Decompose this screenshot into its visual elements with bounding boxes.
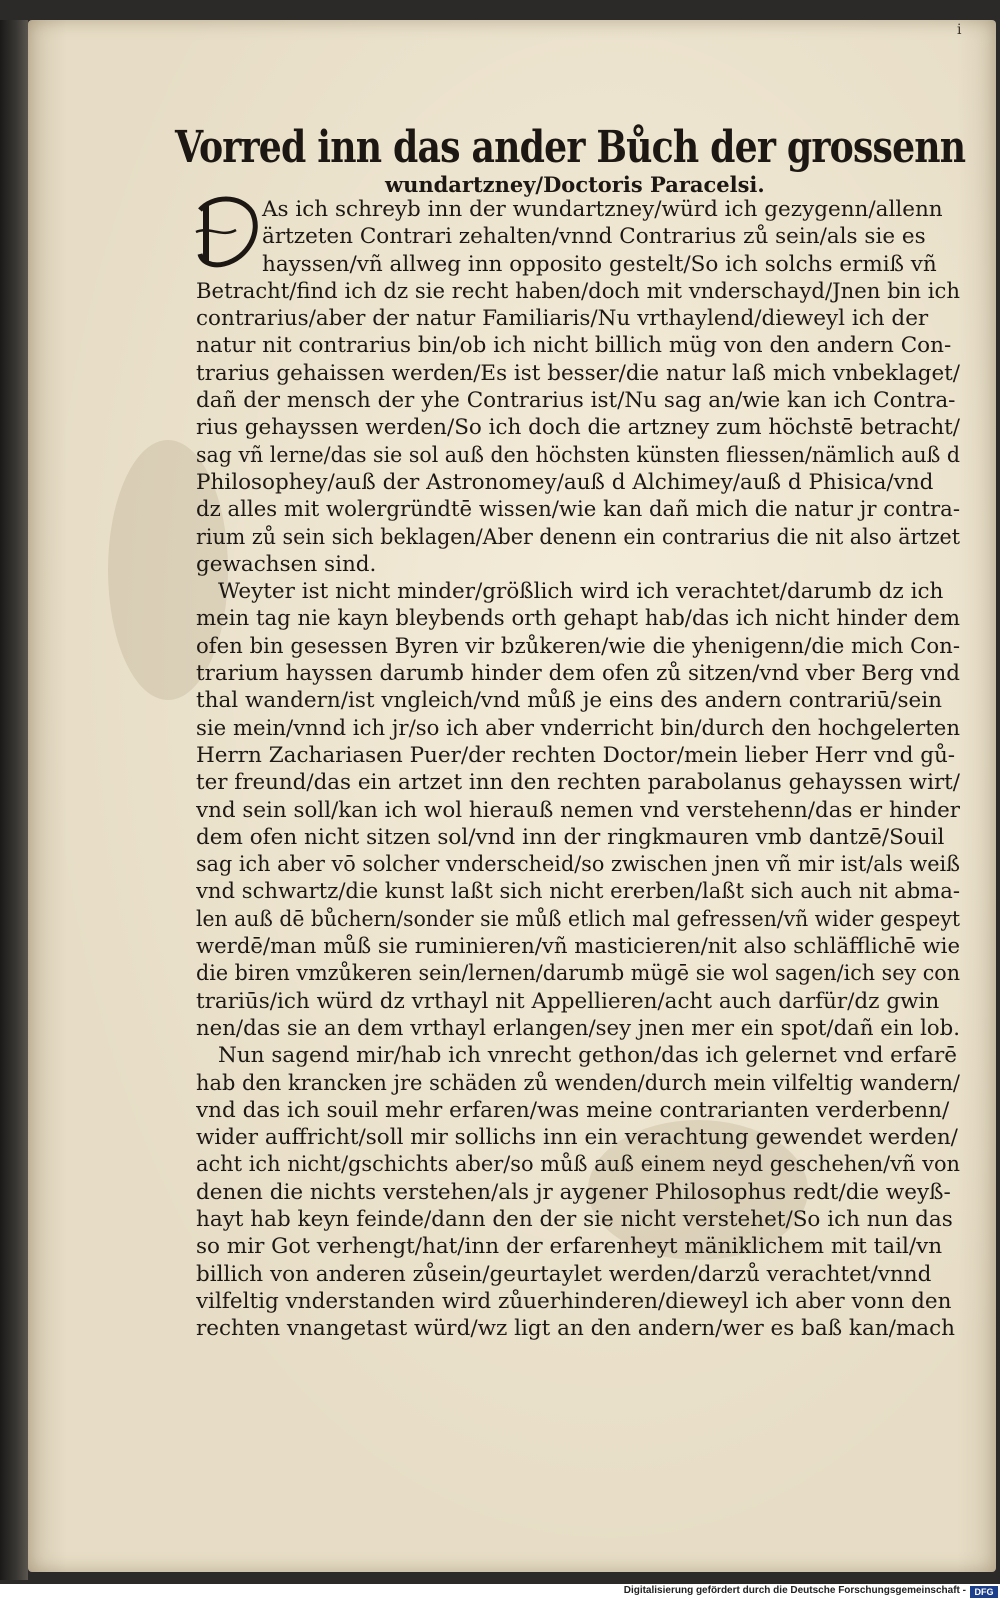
text-line: denen die nichts verstehen/als jr aygener Philosophus redt/die weyß- [196,1179,951,1205]
text-line: vnd schwartz/die kunst laßt sich nicht ererben/laßt sich auch nit abma- [196,879,960,905]
text-line: ter freund/das ein artzet inn den rechten parabolanus gehayssen wirt/ [196,770,960,796]
text-line: vilfeltig vnderstanden wird zůuerhinderen/dieweyl ich aber vonn den [196,1288,952,1314]
text-line: billich von anderen zůsein/geurtaylet werden/darzů verachtet/vnnd [196,1261,932,1287]
chapter-subheading: wundartzney/Doctoris Paracelsi. [385,172,765,197]
body-text [196,196,960,1342]
text-line: contrarius/aber der natur Familiaris/Nu vrthaylend/dieweyl ich der [196,306,929,332]
text-line: acht ich nicht/gschichts aber/so můß auß einem neyd geschehen/vñ von [196,1152,960,1178]
text-line: hayssen/vñ allweg inn opposito gestelt/So ich solchs ermiß vñ [262,251,937,277]
text-line: rius gehayssen werden/So ich doch die artzney zum höchstē betracht/ [196,415,960,441]
text-line: Nun sagend mir/hab ich vnrecht gethon/das ich gelernet vnd erfarē [218,1043,957,1069]
text-line: Betracht/find ich dz sie recht haben/doch mit vnderschayd/Jnen bin ich [196,278,960,304]
text-line: Weyter ist nicht minder/größlich wird ich verachtet/darumb dz ich [218,579,944,605]
text-line: natur nit contrarius bin/ob ich nicht billich müg von den andern Con- [196,333,952,359]
text-line: Herrn Zachariasen Puer/der rechten Doctor/mein lieber Herr vnd gů- [196,742,956,768]
text-line: trarium hayssen darumb hinder dem ofen zů sitzen/vnd vber Berg vnd [196,661,960,687]
text-line: die biren vmzůkeren sein/lernen/darumb mügē sie wol sagen/ich sey con [196,961,960,987]
text-line: vnd das ich souil mehr erfaren/was meine contrarianten verderbenn/ [196,1097,950,1123]
text-line: rium zů sein sich beklagen/Aber denenn ein contrarius die nit also ärtzet [196,524,960,550]
text-line: gewachsen sind. [196,551,377,577]
text-line: rechten vnangetast würd/wz ligt an den andern/wer es baß kan/mach [196,1316,955,1342]
text-line: len auß dē bůchern/sonder sie můß etlich mal gefressen/vñ wider gespeyt [196,906,960,932]
dfg-logo-badge: DFG [970,1586,998,1598]
text-line: hayt hab keyn feinde/dann den der sie nicht verstehet/So ich nun das [196,1206,953,1232]
text-line: sie mein/vnnd ich jr/so ich aber vnderricht bin/durch den hochgelerten [196,715,960,741]
text-line: vnd sein soll/kan ich wol hierauß nemen vnd verstehenn/das er hinder [196,797,960,823]
text-line: nen/das sie an dem vrthayl erlangen/sey jnen mer ein spot/dañ ein lob. [196,1015,960,1041]
text-line: dz alles mit wolergründtē wissen/wie kan dañ mich die natur jr contra- [196,497,960,523]
text-line: trariūs/ich würd dz vrthayl nit Appellieren/acht auch darfür/dz gwin [196,988,940,1014]
text-line: Philosophey/auß der Astronomey/auß d Alchimey/auß d Phisica/vnd [196,469,934,495]
digitization-credit: Digitalisierung gefördert durch die Deutsche Forschungsgemeinschaft - [623,1585,966,1596]
text-line: thal wandern/ist vngleich/vnd můß je eins des andern contrariū/sein [196,688,943,714]
folio-mark: i [957,22,962,38]
text-line: werdē/man můß sie ruminieren/vñ masticieren/nit also schläfflichē wie [196,934,960,960]
text-line: As ich schreyb inn der wundartzney/würd ich gezygenn/allenn [262,197,943,222]
text-line: trarius gehaissen werden/Es ist besser/die natur laß mich vnbeklaget/ [196,360,960,386]
text-line: ofen bin gesessen Byren vir bzůkeren/wie die yhenigenn/die mich Con- [196,633,960,659]
text-line: wider auffricht/soll mir sollichs inn ein verachtung gewendet werden/ [196,1125,958,1151]
text-line: so mir Got verhengt/hat/inn der erfarenheyt mäniklichem mit tail/vn [196,1234,943,1260]
text-line: dem ofen nicht sitzen sol/vnd inn der ringkmauren vmb dantzē/Souil [196,824,945,850]
text-line: mein tag nie kayn bleybends orth gehapt hab/das ich nicht hinder dem [196,606,960,632]
text-line: sag ich aber vō solcher vnderscheid/so zwischen jnen vñ mir ist/als weiß [196,852,960,878]
text-line: hab den krancken jre schäden zů wenden/durch mein vilfeltig wandern/ [196,1070,960,1096]
book-spine-shadow [0,20,28,1580]
text-line: dañ der mensch der yhe Contrarius ist/Nu sag an/wie kan ich Contra- [196,388,956,414]
text-line: sag vñ lerne/das sie sol auß den höchsten künsten fliessen/nämlich auß d [196,442,960,468]
chapter-heading: Vorred inn das ander Bůch der grossenn [175,122,966,173]
text-line: ärtzeten Contrari zehalten/vnnd Contrarius zů sein/als sie es [262,224,926,250]
